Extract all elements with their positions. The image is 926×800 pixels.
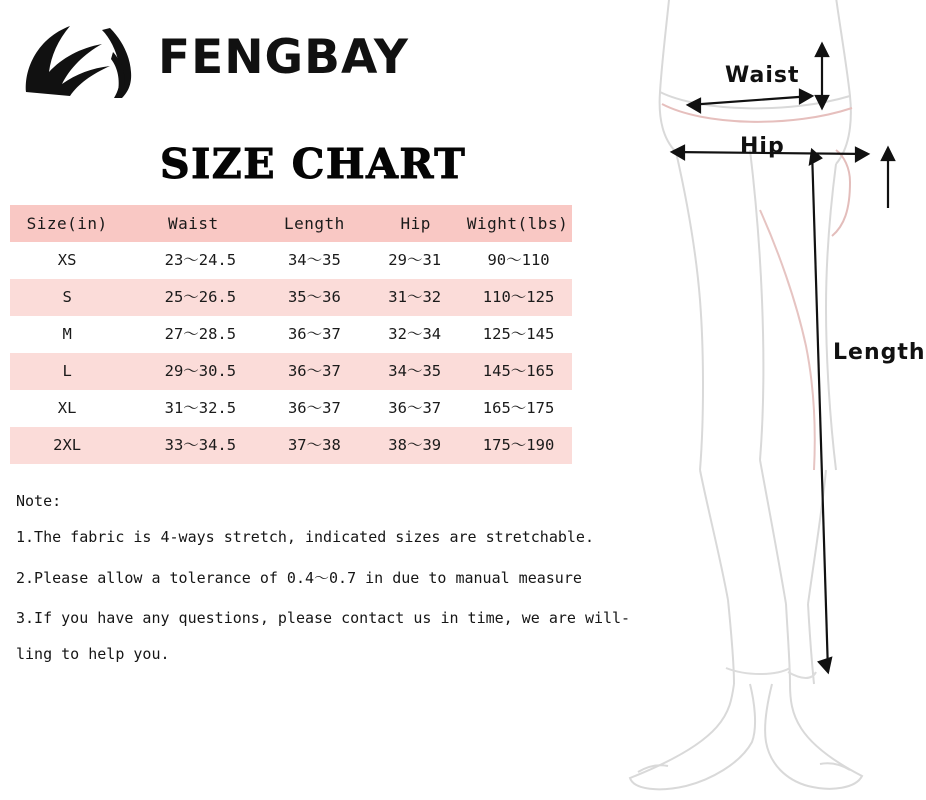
- note-line-1: 1.The fabric is 4-ways stretch, indicated sizes are stretchable.: [16, 528, 594, 546]
- notes-heading: Note:: [16, 492, 62, 510]
- table-row: [10, 242, 572, 279]
- brand-name: FENGBAY: [158, 30, 409, 85]
- table-row: [10, 316, 572, 353]
- cell-waist: 25～26.5: [164, 288, 237, 306]
- cell-size: XS: [57, 251, 77, 269]
- cell-length: 36～37: [287, 325, 341, 343]
- cell-weight: 125～145: [482, 325, 555, 343]
- label-hip: Hip: [740, 134, 785, 159]
- model-illustration: [600, 0, 926, 800]
- cell-size: S: [62, 288, 72, 306]
- cell-weight: 110～125: [482, 288, 555, 306]
- size-chart-table: [10, 205, 572, 464]
- cell-waist: 23～24.5: [164, 251, 237, 269]
- page-title: SIZE CHART: [160, 140, 467, 188]
- notes-block: [16, 492, 631, 684]
- cell-length: 36～37: [287, 362, 341, 380]
- brand-logo-block: [18, 22, 488, 102]
- column-header-length: Length: [283, 214, 345, 233]
- column-header-weight: Wight(lbs): [466, 214, 569, 233]
- column-header-waist: Waist: [168, 214, 219, 233]
- cell-weight: 90～110: [487, 251, 550, 269]
- cell-hip: 31～32: [388, 288, 442, 306]
- cell-weight: 145～165: [482, 362, 555, 380]
- table-row: [10, 353, 572, 390]
- table-row: [10, 279, 572, 316]
- cell-size: XL: [57, 399, 77, 417]
- cell-weight: 165～175: [482, 399, 555, 417]
- cell-hip: 29～31: [388, 251, 442, 269]
- cell-size: 2XL: [53, 436, 82, 454]
- column-header-hip: Hip: [400, 214, 431, 233]
- label-length: Length: [833, 340, 926, 365]
- feather-wing-logo-icon: [18, 22, 138, 100]
- leggings-model-silhouette-icon: [600, 0, 926, 800]
- cell-length: 35～36: [287, 288, 341, 306]
- note-line-3: 3.If you have any questions, please contact us in time, we are will-: [16, 609, 631, 627]
- table-row: [10, 427, 572, 464]
- cell-hip: 36～37: [388, 399, 442, 417]
- cell-waist: 31～32.5: [164, 399, 237, 417]
- cell-waist: 33～34.5: [164, 436, 237, 454]
- cell-size: L: [62, 362, 72, 380]
- cell-length: 36～37: [287, 399, 341, 417]
- cell-waist: 27～28.5: [164, 325, 237, 343]
- cell-hip: 38～39: [388, 436, 442, 454]
- note-line-4: ling to help you.: [16, 645, 170, 663]
- table-header-row: [10, 205, 572, 242]
- cell-hip: 32～34: [388, 325, 442, 343]
- cell-length: 37～38: [287, 436, 341, 454]
- cell-length: 34～35: [287, 251, 341, 269]
- cell-weight: 175～190: [482, 436, 555, 454]
- table-row: [10, 390, 572, 427]
- label-waist: Waist: [725, 63, 800, 88]
- note-line-2: 2.Please allow a tolerance of 0.4～0.7 in due to manual measure: [16, 569, 582, 587]
- cell-hip: 34～35: [388, 362, 442, 380]
- cell-size: M: [62, 325, 72, 343]
- cell-waist: 29～30.5: [164, 362, 237, 380]
- column-header-size: Size(in): [26, 214, 108, 233]
